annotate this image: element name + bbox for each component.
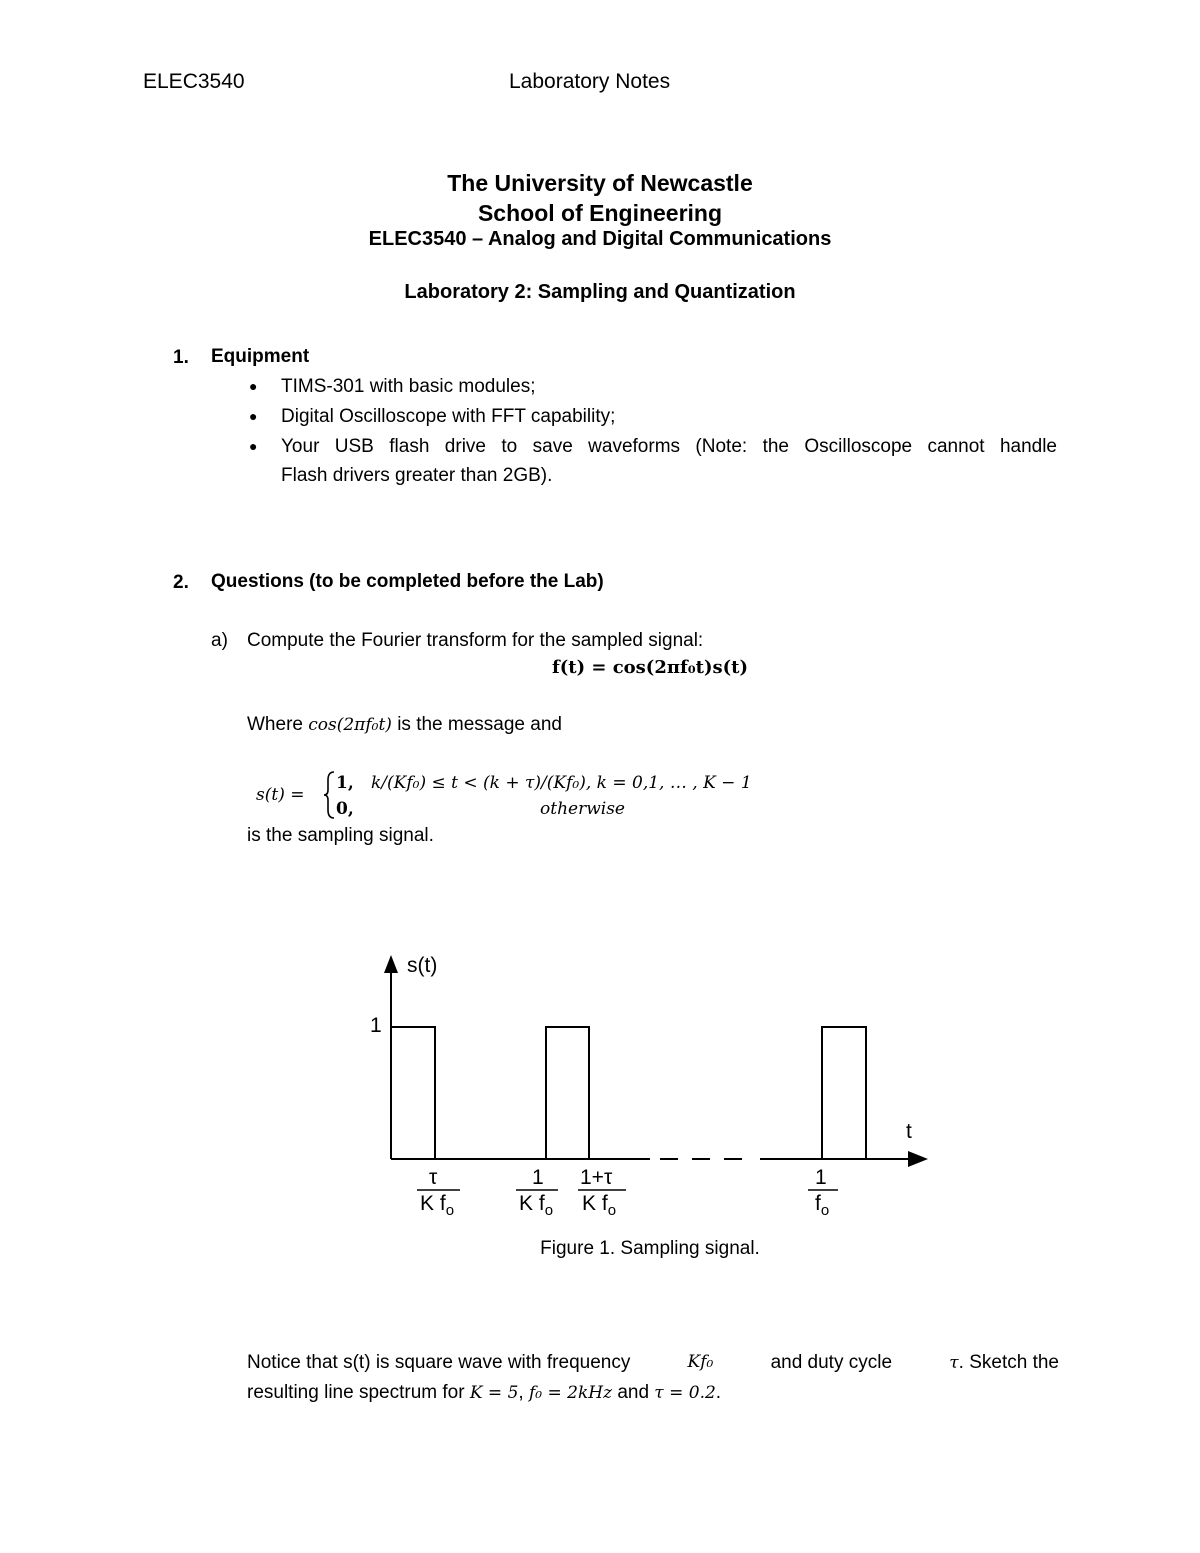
equation-ft-text: f(t) = cos(2πf₀t)s(t) xyxy=(552,657,748,678)
pulse-3 xyxy=(822,1027,866,1159)
header-course: ELEC3540 xyxy=(143,70,245,93)
pulse-1 xyxy=(391,1027,435,1159)
equipment-item: TIMS-301 with basic modules; xyxy=(281,376,536,397)
st-lhs: s(t) = xyxy=(256,785,305,805)
equipment-item: Digital Oscilloscope with FFT capability; xyxy=(281,406,616,427)
tick2-subscript: o xyxy=(544,1202,554,1219)
message-math: cos(2πf₀t) xyxy=(308,715,392,735)
tick3-den-text: K f xyxy=(582,1192,608,1215)
notice-sep: , xyxy=(518,1382,524,1403)
tick4-subscript: o xyxy=(820,1202,830,1219)
header-doc-title: Laboratory Notes xyxy=(509,70,671,93)
notice-math-tau: τ xyxy=(949,1353,959,1373)
tick3-numerator: 1+τ xyxy=(580,1166,613,1189)
section1-number: 1. xyxy=(173,347,189,368)
x-axis-label: t xyxy=(906,1120,912,1143)
where-prefix: Where xyxy=(247,714,303,735)
section2-number: 2. xyxy=(173,572,189,593)
figure-caption: Figure 1. Sampling signal. xyxy=(540,1238,760,1259)
st-case1-condition: k/(Kf₀) ≤ t < (k + τ)/(Kf₀), k = 0,1, … , K − 1 xyxy=(371,773,752,793)
notice-math-k5: K = 5 xyxy=(469,1383,519,1403)
tick1-denominator xyxy=(420,1192,454,1219)
notice-text-e: and xyxy=(617,1382,650,1403)
equipment-item-continued: Flash drivers greater than 2GB). xyxy=(281,465,553,486)
st-case1-value: 1, xyxy=(336,773,354,793)
notice-math-f0: f₀ = 2kHz xyxy=(528,1383,613,1403)
tick2-numerator: 1 xyxy=(532,1166,544,1189)
notice-text-b: and duty cycle xyxy=(770,1352,893,1373)
tick1-numerator: τ xyxy=(429,1166,438,1189)
notice-text-a: Notice that s(t) is square wave with frequency xyxy=(247,1352,631,1373)
x-axis-arrow-icon xyxy=(908,1151,928,1167)
notice-math-kf0: Kf₀ xyxy=(687,1352,714,1372)
tick3-denominator xyxy=(582,1192,616,1219)
where-line xyxy=(247,714,562,736)
question-text: Compute the Fourier transform for the sampled signal: xyxy=(247,630,704,651)
notice-math-tau-value: τ = 0.2 xyxy=(654,1383,716,1403)
notice-line-2 xyxy=(247,1382,721,1404)
tick1-den-text: K f xyxy=(420,1192,446,1215)
section1-title: Equipment xyxy=(211,346,310,367)
notice-text-c: . Sketch the xyxy=(958,1352,1059,1373)
sampling-signal-figure xyxy=(360,945,950,1225)
tick1-subscript: o xyxy=(445,1202,455,1219)
sampling-signal-text: is the sampling signal. xyxy=(247,825,434,846)
school-title: School of Engineering xyxy=(477,200,723,226)
tick3-subscript: o xyxy=(607,1202,617,1219)
pulse-2 xyxy=(546,1027,589,1159)
notice-line-1 xyxy=(247,1352,1059,1374)
tick2-denominator xyxy=(519,1192,553,1219)
notice-text-f: . xyxy=(715,1382,722,1403)
st-case2-value: 0, xyxy=(336,799,354,819)
tick4-numerator: 1 xyxy=(815,1166,827,1189)
equation-ft xyxy=(552,657,748,678)
section2-title: Questions (to be completed before the Lab) xyxy=(211,571,604,592)
level-label: 1 xyxy=(370,1014,382,1037)
bullet-icon: ● xyxy=(249,408,258,424)
piecewise-brace xyxy=(322,770,336,820)
where-suffix: is the message and xyxy=(397,714,562,735)
y-axis-label: s(t) xyxy=(407,954,438,977)
tick4-denominator xyxy=(815,1192,829,1219)
equipment-item: Your USB flash drive to save waveforms (Note: the Oscilloscope cannot handle xyxy=(281,436,1057,457)
bullet-icon: ● xyxy=(249,438,258,454)
notice-text-d: resulting line spectrum for xyxy=(247,1382,465,1403)
course-title: ELEC3540 – Analog and Digital Communications xyxy=(368,228,832,250)
tick4-den-text: f xyxy=(815,1192,821,1215)
lab-title: Laboratory 2: Sampling and Quantization xyxy=(404,281,796,303)
y-axis-arrow-icon xyxy=(384,955,398,973)
question-label: a) xyxy=(211,630,228,651)
st-case2-condition: otherwise xyxy=(540,799,625,819)
tick2-den-text: K f xyxy=(519,1192,545,1215)
bullet-icon: ● xyxy=(249,378,258,394)
university-title: The University of Newcastle xyxy=(447,170,753,196)
